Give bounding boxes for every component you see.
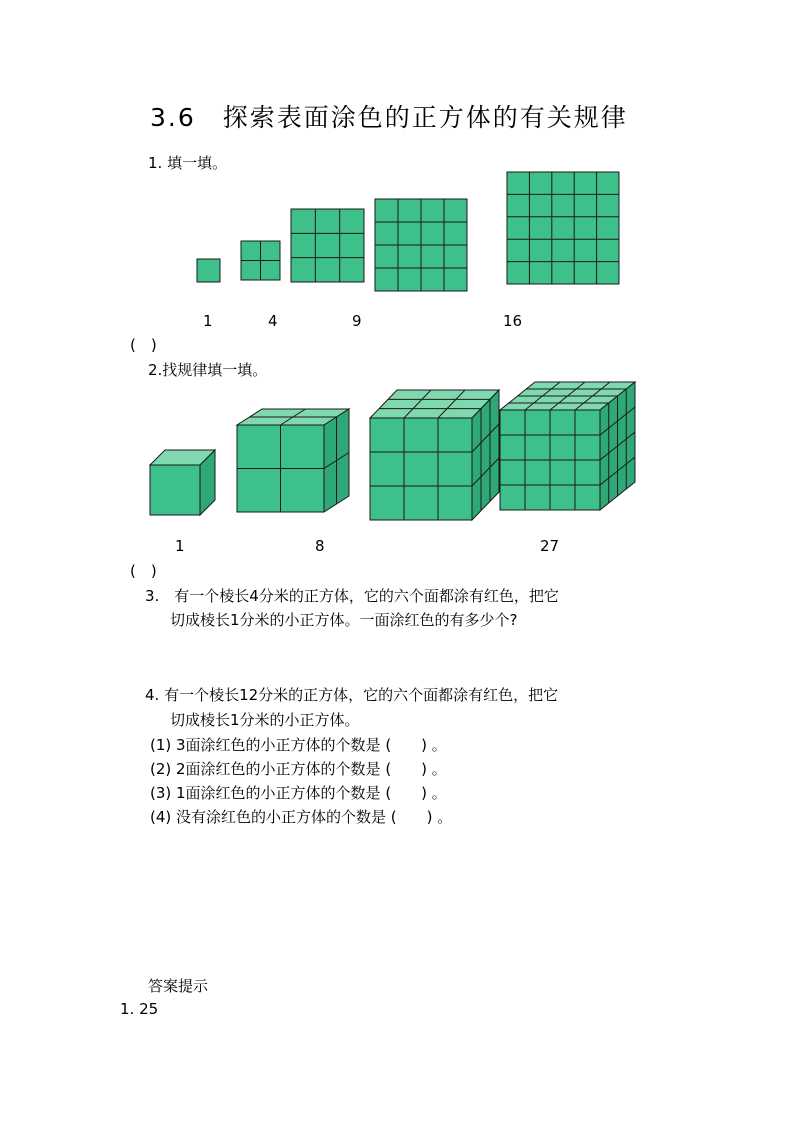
q1-number-4: 4 [268,312,278,330]
q4-item-4: (4) 没有涂红色的小正方体的个数是 ( ) 。 [150,808,453,826]
q2-number-1: 1 [175,537,185,555]
q1-number-9: 9 [352,312,362,330]
cube-figures [0,0,794,560]
answer-line-1: 1. 25 [120,1000,159,1018]
q1-answer-blank[interactable]: ( ) [130,336,157,354]
q2-number-27: 27 [540,537,560,555]
q4-line-1: 4. 有一个棱长12分米的正方体，它的六个面都涂有红色，把它 [145,686,559,704]
q4-item-1: (1) 3面涂红色的小正方体的个数是 ( ) 。 [150,736,447,754]
q2-number-8: 8 [315,537,325,555]
q2-answer-blank[interactable]: ( ) [130,562,157,580]
answer-heading: 答案提示 [148,977,209,995]
q4-item-3: (3) 1面涂红色的小正方体的个数是 ( ) 。 [150,784,447,802]
cube-front-face [150,465,200,515]
cube-4 [500,382,635,510]
q1-label: 1. 填一填。 [148,154,228,172]
q3-line-1: 3. 有一个棱长4分米的正方体，它的六个面都涂有红色，把它 [145,587,559,605]
cube-front-face [370,418,472,520]
cube-3 [370,390,499,520]
cube-1 [150,450,215,515]
q1-number-16: 16 [503,312,523,330]
q2-label: 2.找规律填一填。 [148,361,268,379]
q4-line-2: 切成棱长1分米的小正方体。 [170,711,360,729]
q1-number-1: 1 [203,312,213,330]
page-title: 3.6 探索表面涂色的正方体的有关规律 [150,103,628,132]
q3-line-2: 切成棱长1分米的小正方体。一面涂红色的有多少个? [170,611,518,629]
q4-item-2: (2) 2面涂红色的小正方体的个数是 ( ) 。 [150,760,447,778]
cube-2 [237,409,349,512]
